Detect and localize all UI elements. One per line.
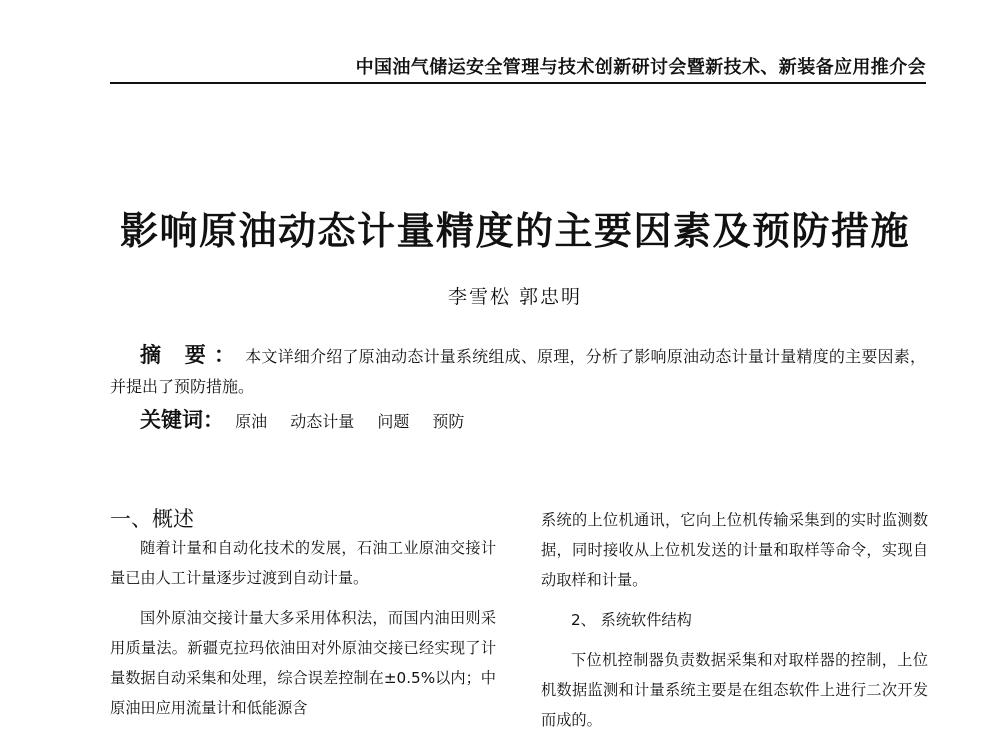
keywords	[140, 405, 482, 437]
header-rule	[110, 82, 926, 84]
subsection-heading: 2、 系统软件结构	[571, 611, 692, 629]
section-heading-overview: 一、概述	[110, 507, 194, 531]
body-paragraph: 系统的上位机通讯，它向上位机传输采集到的实时监测数据，同时接收从上位机发送的计量和取样等命令，实现自动取样和计量。	[541, 511, 928, 589]
body-paragraph: 下位机控制器负责数据采集和对取样器的控制，上位机数据监测和计量系统主要是在组态软件上进行二次开发而成的。	[541, 651, 928, 729]
keywords-label: 关键词：	[140, 408, 224, 432]
keyword-item: 动态计量	[290, 412, 355, 431]
abstract-label: 摘 要：	[140, 343, 244, 367]
body-paragraph: 国外原油交接计量大多采用体积法，而国内油田则采用质量法。新疆克拉玛依油田对外原油交接已经实现了计量数据自动采集和处理，综合误差控制在±0.5%以内；中原油田应用流量计和低能源含	[110, 609, 496, 717]
right-column	[541, 505, 928, 735]
body-paragraph: 随着计量和自动化技术的发展，石油工业原油交接计量已由人工计量逐步过渡到自动计量。	[110, 539, 496, 587]
keyword-item: 预防	[432, 412, 465, 431]
abstract-text: 本文详细介绍了原油动态计量系统组成、原理，分析了影响原油动态计量计量精度的主要因素，并提出了预防措施。	[110, 347, 926, 396]
abstract	[110, 340, 926, 402]
keyword-item: 问题	[377, 412, 410, 431]
left-column	[110, 533, 496, 723]
keyword-item: 原油	[235, 412, 268, 431]
paper-authors: 李雪松 郭忠明	[447, 286, 583, 308]
paper-title: 影响原油动态计量精度的主要因素及预防措施	[119, 208, 910, 253]
running-header: 中国油气储运安全管理与技术创新研讨会暨新技术、新装备应用推介会	[355, 57, 926, 78]
